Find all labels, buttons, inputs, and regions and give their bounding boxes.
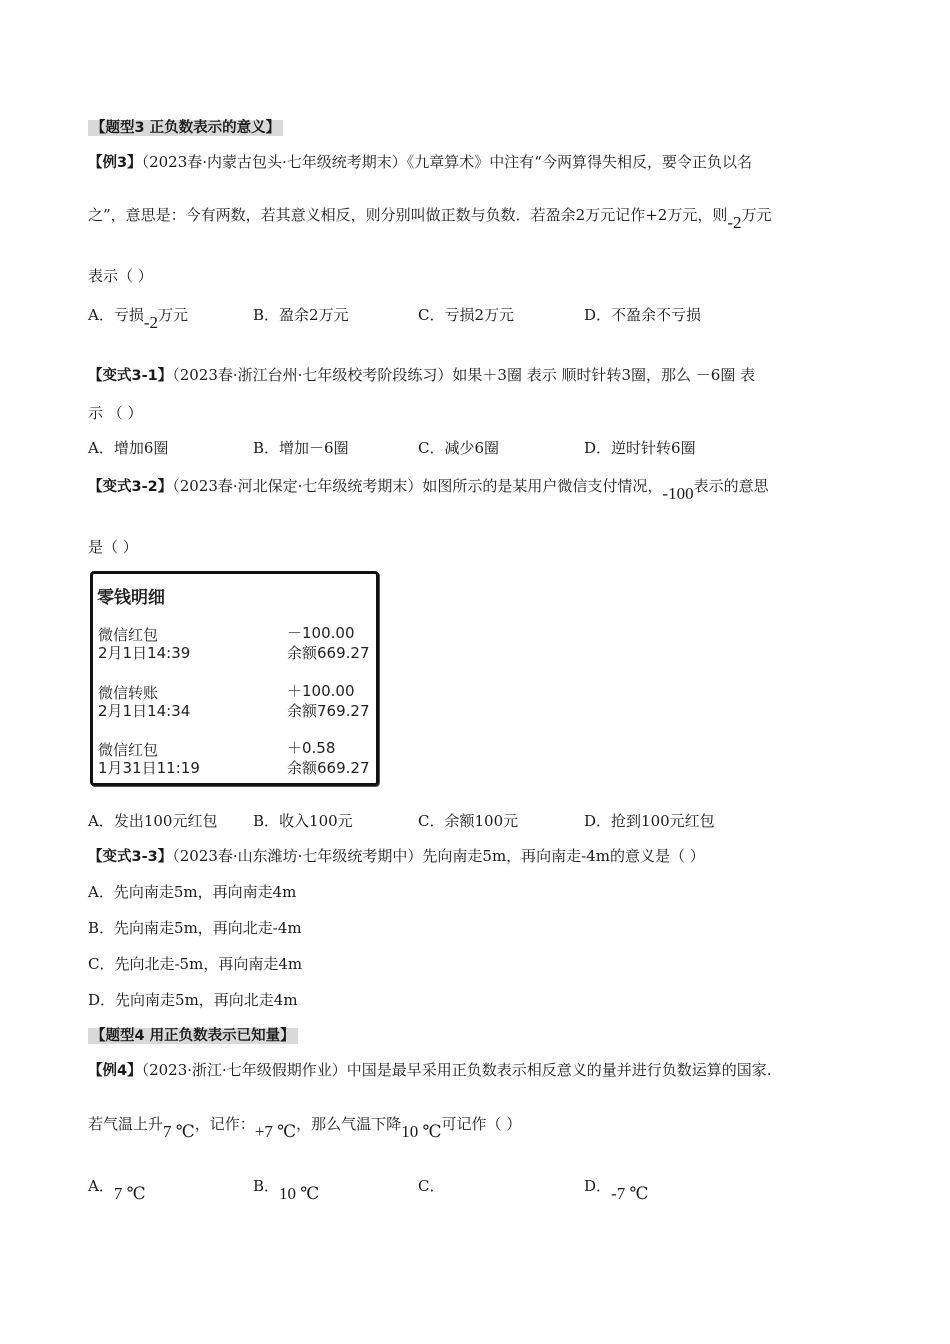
math-7-celsius: 7 ℃ — [163, 1122, 195, 1141]
section-4-header: 【题型4 用正负数表示已知量】 — [88, 1025, 298, 1046]
example-3-option-b[interactable]: B．盈余2万元 — [253, 306, 349, 324]
wallet-entry-amount: ＋100.00 — [287, 682, 355, 700]
variant-3-1-option-b[interactable]: B．增加－6圈 — [253, 439, 349, 457]
example-3-option-a[interactable]: A．亏损-2万元 — [88, 306, 189, 332]
wallet-entry-name: 微信转账 — [98, 684, 159, 702]
math-10-celsius: 10 ℃ — [401, 1122, 442, 1141]
wallet-entry-name: 微信红包 — [98, 626, 159, 644]
math-neg-2: -2 — [727, 213, 742, 232]
wallet-entry-balance: 余额769.27 — [287, 702, 370, 720]
math-plus-7-celsius: +7 ℃ — [254, 1122, 297, 1141]
variant-3-2-option-a[interactable]: A．发出100元红包 — [88, 812, 218, 830]
wallet-entry-amount: ＋0.58 — [287, 739, 336, 757]
wallet-title: 零钱明细 — [97, 588, 165, 608]
variant-3-2-line-2: 是（ ） — [88, 538, 138, 556]
wallet-entry-amount: －100.00 — [287, 624, 355, 642]
variant-3-3-option-c[interactable]: C．先向北走-5m，再向南走4m — [88, 955, 303, 973]
example-4-tag: 【例4】 — [88, 1063, 142, 1079]
example-4-line-2: 若气温上升7 ℃，记作：+7 ℃，那么气温下降10 ℃可记作（ ） — [88, 1115, 522, 1141]
example-4-option-a[interactable]: A．7 ℃ — [88, 1177, 146, 1203]
example-4-option-d[interactable]: D．-7 ℃ — [584, 1177, 649, 1203]
variant-3-1-option-c[interactable]: C．减少6圈 — [418, 439, 500, 457]
variant-3-1-option-d[interactable]: D．逆时针转6圈 — [584, 439, 696, 457]
example-4-line-1: 【例4】（2023·浙江·七年级假期作业）中国是最早采用正负数表示相反意义的量并进行负数运算的国家. — [88, 1061, 772, 1079]
variant-3-2-option-c[interactable]: C．余额100元 — [418, 812, 519, 830]
example-4-option-c[interactable]: C． — [418, 1177, 445, 1195]
example-3-tag: 【例3】 — [88, 155, 142, 171]
variant-3-2-tag: 【变式3-2】 — [88, 479, 173, 495]
variant-3-3-line-1: 【变式3-3】（2023春·山东潍坊·七年级统考期中）先向南走5m，再向南走-4m的意义是（ ） — [88, 847, 705, 865]
variant-3-3-option-a[interactable]: A．先向南走5m，再向南走4m — [88, 883, 297, 901]
example-3-line-2: 之”，意思是：今有两数，若其意义相反，则分别叫做正数与负数．若盈余2万元记作+2万元，则-2万元 — [88, 206, 772, 232]
example-4-option-b[interactable]: B．10 ℃ — [253, 1177, 320, 1203]
variant-3-1-line-1: 【变式3-1】（2023春·浙江台州·七年级校考阶段练习）如果＋3圈 表示 顺时针转3圈，那么 －6圈 表 — [88, 366, 756, 384]
wallet-entry-name: 微信红包 — [98, 741, 159, 759]
variant-3-3-tag: 【变式3-3】 — [88, 849, 173, 865]
wallet-entry-balance: 余额669.27 — [287, 644, 370, 662]
example-3-line-1: 【例3】（2023春·内蒙古包头·七年级统考期末）《九章算术》中注有“今两算得失相反，要令正负以名 — [88, 153, 752, 171]
wallet-entry-time: 1月31日11:19 — [98, 759, 200, 777]
variant-3-2-option-d[interactable]: D．抢到100元红包 — [584, 812, 715, 830]
variant-3-3-option-d[interactable]: D．先向南走5m，再向北走4m — [88, 991, 298, 1009]
wallet-entry-time: 2月1日14:39 — [98, 644, 191, 662]
example-3-line-3: 表示（ ） — [88, 267, 153, 285]
math-neg-100: -100 — [662, 484, 694, 503]
variant-3-1-option-a[interactable]: A．增加6圈 — [88, 439, 169, 457]
example-3-option-c[interactable]: C．亏损2万元 — [418, 306, 515, 324]
variant-3-3-option-b[interactable]: B．先向南走5m，再向北走-4m — [88, 919, 302, 937]
wallet-detail-image — [90, 571, 379, 786]
wallet-entry-balance: 余额669.27 — [287, 759, 370, 777]
example-3-option-d[interactable]: D．不盈余不亏损 — [584, 306, 702, 324]
variant-3-1-line-2: 示 （ ） — [88, 404, 143, 422]
variant-3-1-tag: 【变式3-1】 — [88, 368, 173, 384]
variant-3-2-option-b[interactable]: B．收入100元 — [253, 812, 353, 830]
variant-3-2-line-1: 【变式3-2】（2023春·河北保定·七年级统考期末）如图所示的是某用户微信支付情况，-100表示的意思 — [88, 477, 769, 503]
wallet-entry-time: 2月1日14:34 — [98, 702, 191, 720]
section-3-header: 【题型3 正负数表示的意义】 — [88, 117, 283, 138]
